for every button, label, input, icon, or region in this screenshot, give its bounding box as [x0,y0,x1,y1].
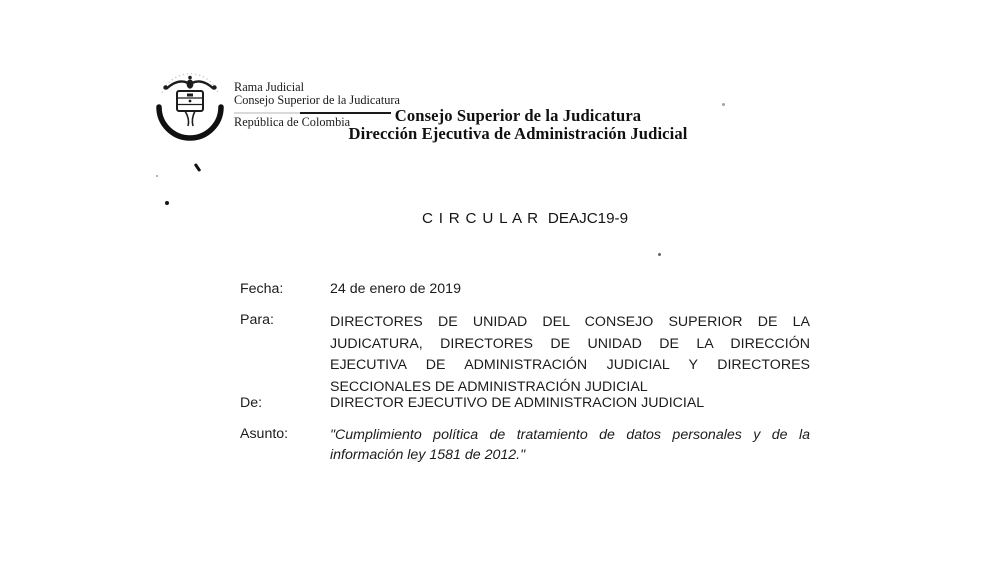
document-body [240,281,810,541]
condor-head [188,76,192,80]
circular-code: DEAJC19-9 [547,210,629,227]
scan-artifact-faint-dot [156,175,158,177]
condor-body [187,79,194,88]
scan-artifact-smudge [410,457,422,461]
asunto-line-1: "Cumplimiento política de tratamiento de datos personales y de la [330,427,810,443]
field-para [240,312,810,399]
para-line-1: DIRECTORES DE UNIDAD DEL CONSEJO SUPERIOR DE LA [330,314,810,330]
circular-title [240,210,810,227]
para-line-3: EJECUTIVA DE ADMINISTRACIÓN JUDICIAL Y DIRECTORES [330,357,810,374]
shield-dot [189,100,192,103]
circular-word: C I R C U L A R [421,210,539,227]
org-line-consejo: Consejo Superior de la Judicatura [234,93,400,108]
rama-judicial-seal-icon [154,67,226,147]
condor-right-wing [192,81,214,89]
ribbon-right [192,111,195,126]
org-line-rama-judicial: Rama Judicial [234,80,305,94]
wing-tip-right [212,85,216,89]
scan-artifact-speck-center [658,253,661,256]
para-value [330,312,810,399]
para-line-4: SECCIONALES DE ADMINISTRACIÓN JUDICIAL [330,379,648,396]
scan-artifact-tick [194,163,202,172]
entity-line-2: Dirección Ejecutiva de Administración Judicial [348,123,688,143]
wing-tip-left [163,85,167,89]
shield-charge [187,94,193,97]
entity-line-1: Consejo Superior de la Judicatura [394,106,642,125]
de-value: DIRECTOR EJECUTIVO DE ADMINISTRACION JUDICIAL [330,395,705,411]
fecha-value: 24 de enero de 2019 [330,281,461,297]
entity-header [336,107,700,142]
de-label: De: [240,395,263,411]
para-label: Para: [240,312,274,328]
ribbon-left [185,111,189,126]
asunto-label: Asunto: [240,426,289,442]
asunto-line-2: información ley 1581 de 2012." [330,446,526,463]
org-line-republica: República de Colombia [234,114,351,129]
field-asunto [240,426,810,465]
para-line-2: JUDICATURA, DIRECTORES DE UNIDAD DE LA DIRECCIÓN [330,335,810,352]
fecha-label: Fecha: [240,281,284,297]
field-de [240,395,810,411]
asunto-value [330,426,810,465]
scan-artifact-dot [165,201,169,205]
scan-artifact-speck-top [722,103,725,106]
field-fecha [240,281,810,297]
